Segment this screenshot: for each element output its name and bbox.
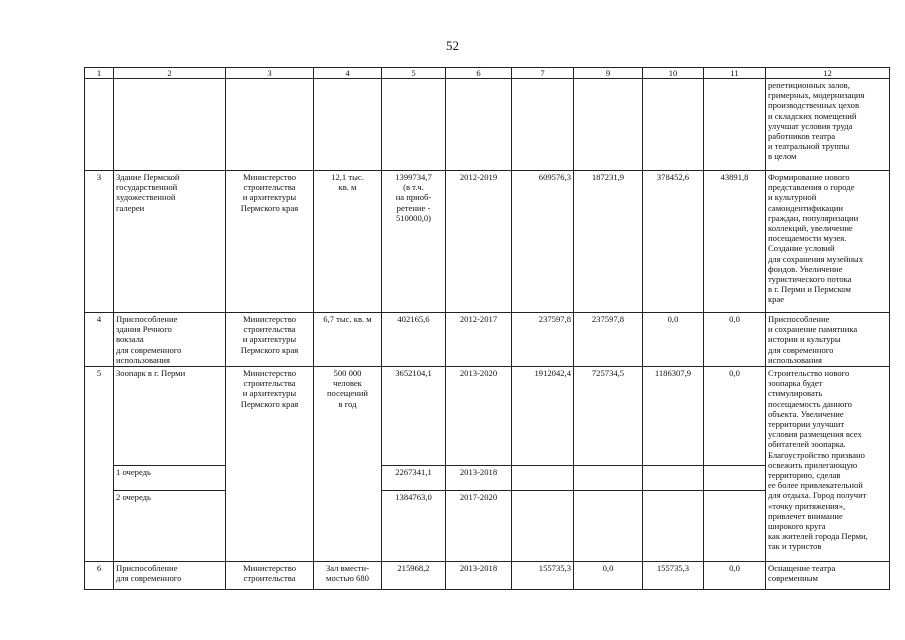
row-number: 4 <box>85 313 114 367</box>
period-cell: 2013-2020 <box>446 367 512 466</box>
ministry-cell: Министерство строительства и архитектуры Пермского края <box>226 367 314 562</box>
value-cell-11: 0,0 <box>704 562 766 590</box>
capacity-cell: 6,7 тыс. кв. м <box>314 313 382 367</box>
column-header: 1 <box>85 68 114 79</box>
cost-cell: 3652104,1 <box>382 367 446 466</box>
value-cell-10: 1186307,9 <box>643 367 704 466</box>
value-cell-11: 0,0 <box>704 367 766 466</box>
stage-period: 2013-2018 <box>446 466 512 491</box>
row-number: 5 <box>85 367 114 562</box>
object-name: Приспособление для современного <box>114 562 226 590</box>
column-header: 7 <box>512 68 574 79</box>
value-cell-9: 187231,9 <box>574 171 643 313</box>
value-cell-9: 237597,8 <box>574 313 643 367</box>
column-number-row <box>85 68 890 79</box>
column-header: 4 <box>314 68 382 79</box>
stage-name: 2 очередь <box>114 491 226 562</box>
stage-cost: 1384763,0 <box>382 491 446 562</box>
row-number: 6 <box>85 562 114 590</box>
cost-cell: 215968,2 <box>382 562 446 590</box>
column-header: 10 <box>643 68 704 79</box>
column-header: 12 <box>766 68 890 79</box>
result-cell: Оснащение театра современным <box>766 562 890 590</box>
value-cell-9: 725734,5 <box>574 367 643 466</box>
period-cell: 2012-2017 <box>446 313 512 367</box>
table-row-continuation <box>85 79 890 171</box>
cost-cell: 402165,6 <box>382 313 446 367</box>
table-row <box>85 367 890 466</box>
stage-period: 2017-2020 <box>446 491 512 562</box>
stage-name: 1 очередь <box>114 466 226 491</box>
column-header: 2 <box>114 68 226 79</box>
result-cell: Формирование нового представления о городе и культурной самоидентификации граждан, популяризации коллекций, увеличение посещаемости музея. Создание условий для сохранения музейных фондов. Увеличение туристического потока в г. Перми и Пермском крае <box>766 171 890 313</box>
table-row <box>85 171 890 313</box>
column-header: 11 <box>704 68 766 79</box>
capacity-cell: 12,1 тыс. кв. м <box>314 171 382 313</box>
result-cell: Строительство нового зоопарка будет стимулировать посещаемость данного объекта. Увеличение территории улучшит условия размещения всех обитателей зоопарка. Благоустройство призвано освежить прилегающую территорию, сделав ее более привлекательной для отдыха. Город получит «точку притяжения», привлечет внимание широкого круга как жителей города Перми, так и туристов <box>766 367 890 562</box>
value-cell-11: 43891,8 <box>704 171 766 313</box>
ministry-cell: Министерство строительства и архитектуры Пермского края <box>226 313 314 367</box>
object-name: Здание Пермской государственной художественной галереи <box>114 171 226 313</box>
value-cell-7: 155735,3 <box>512 562 574 590</box>
stage-cost: 2267341,1 <box>382 466 446 491</box>
object-name: Зоопарк в г. Перми <box>114 367 226 466</box>
table-row <box>85 313 890 367</box>
period-cell: 2013-2018 <box>446 562 512 590</box>
cost-cell: 1399734,7 (в т.ч. на приоб- ретение - 510000,0) <box>382 171 446 313</box>
investment-projects-table <box>84 67 890 590</box>
result-cell: Приспособление и сохранение памятника истории и культуры для современного использования <box>766 313 890 367</box>
value-cell-10: 0,0 <box>643 313 704 367</box>
period-cell: 2012-2019 <box>446 171 512 313</box>
value-cell-7: 609576,3 <box>512 171 574 313</box>
value-cell-11: 0,0 <box>704 313 766 367</box>
column-header: 6 <box>446 68 512 79</box>
capacity-cell: Зал вмести- мостью 680 <box>314 562 382 590</box>
object-name: Приспособление здания Речного вокзала для современного использования <box>114 313 226 367</box>
table-row <box>85 562 890 590</box>
ministry-cell: Министерство строительства <box>226 562 314 590</box>
column-header: 5 <box>382 68 446 79</box>
column-header: 9 <box>574 68 643 79</box>
value-cell-10: 378452,6 <box>643 171 704 313</box>
value-cell-7: 237597,8 <box>512 313 574 367</box>
value-cell-10: 155735,3 <box>643 562 704 590</box>
row-number: 3 <box>85 171 114 313</box>
capacity-cell: 500 000 человек посещений в год <box>314 367 382 562</box>
page-number: 52 <box>446 38 459 53</box>
column-header: 3 <box>226 68 314 79</box>
value-cell-7: 1912042,4 <box>512 367 574 466</box>
value-cell-9: 0,0 <box>574 562 643 590</box>
ministry-cell: Министерство строительства и архитектуры Пермского края <box>226 171 314 313</box>
result-cell: репетиционных залов, гримерных, модернизация производственных цехов и складских помещений улучшат условия труда работников театра и театральной труппы в целом <box>766 79 890 171</box>
